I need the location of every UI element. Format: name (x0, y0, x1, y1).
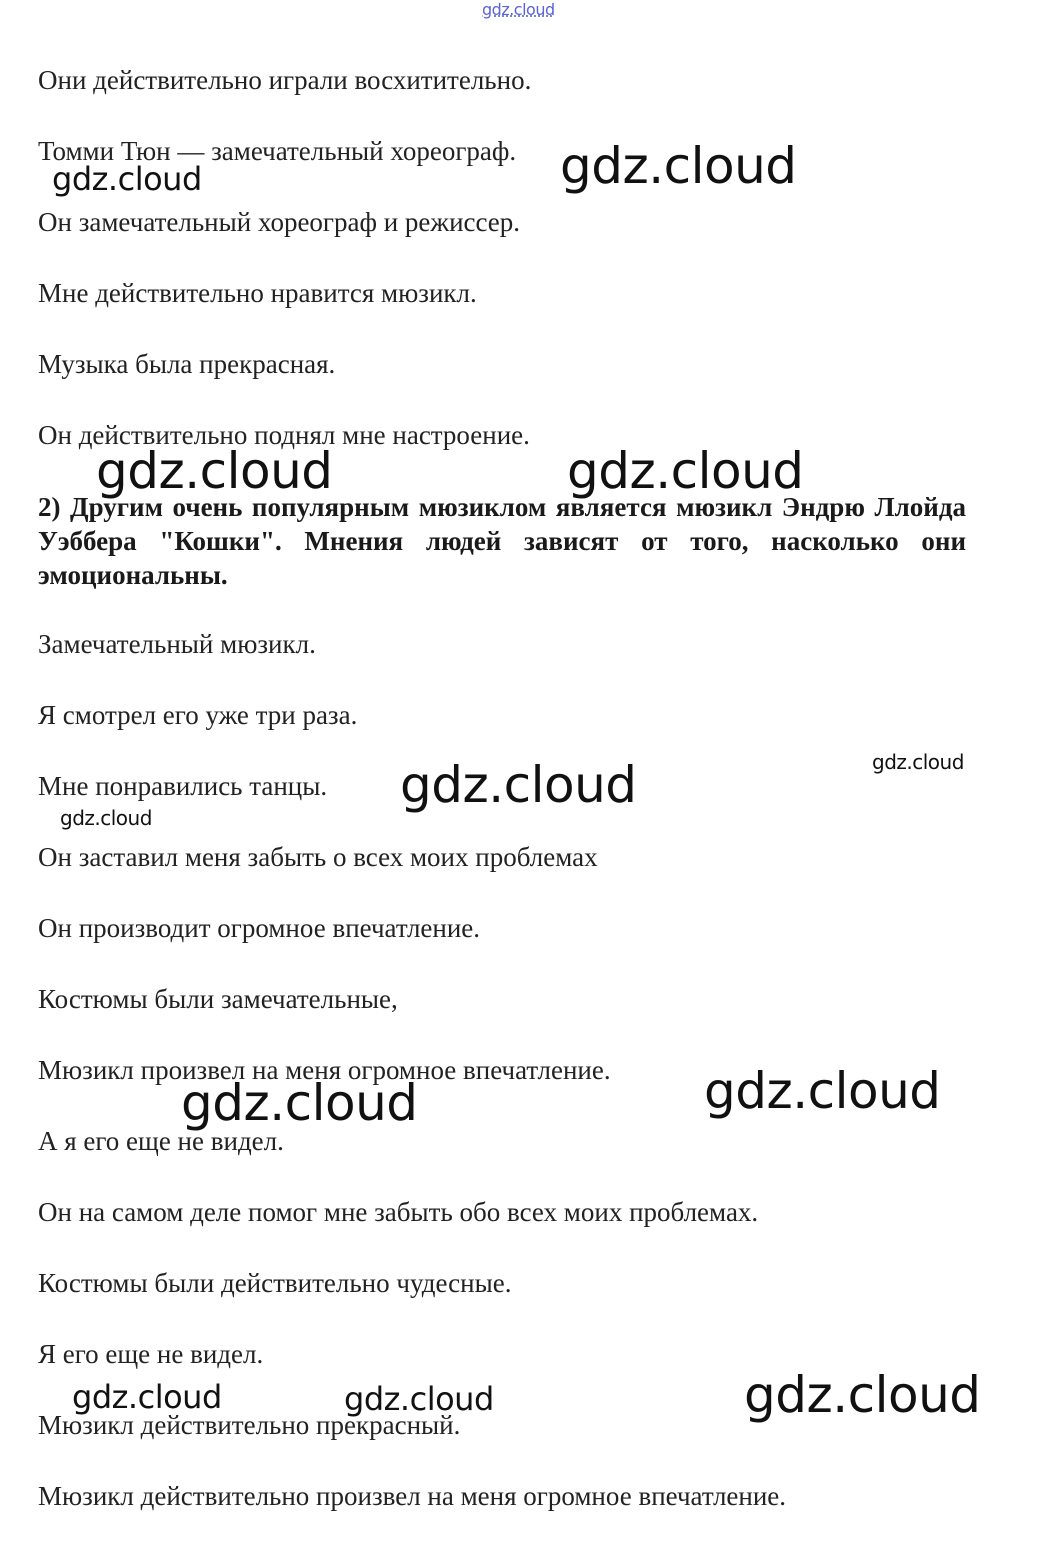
text-line: Мюзикл действительно прекрасный. (38, 1410, 461, 1440)
text-line: Мюзикл действительно произвел на меня огромное впечатление. (38, 1481, 787, 1511)
text-line: Мне понравились танцы. (38, 771, 328, 801)
watermark: gdz.cloud (344, 1380, 494, 1418)
watermark: gdz.cloud (60, 806, 152, 830)
text-line: Томми Тюн — замечательный хореограф. (38, 136, 517, 166)
watermark: gdz.cloud (72, 1378, 222, 1416)
text-line: Он замечательный хореограф и режиссер. (38, 207, 521, 237)
watermark: gdz.cloud (96, 442, 333, 500)
text-line: Я смотрел его уже три раза. (38, 700, 358, 730)
text-line: Мюзикл произвел на меня огромное впечатление. (38, 1055, 611, 1085)
watermark: gdz.cloud (872, 750, 964, 774)
text-line: Замечательный мюзикл. (38, 629, 316, 659)
text-line: Он на самом деле помог мне забыть обо всех моих проблемах. (38, 1197, 759, 1227)
text-line: Я его еще не видел. (38, 1339, 264, 1369)
watermark: gdz.cloud (52, 160, 202, 198)
text-line: Он производит огромное впечатление. (38, 913, 481, 943)
text-line: Он действительно поднял мне настроение. (38, 420, 530, 450)
text-line: Костюмы были действительно чудесные. (38, 1268, 512, 1298)
watermark: gdz.cloud (400, 756, 637, 814)
header-watermark[interactable]: gdz.cloud (482, 0, 555, 19)
watermark: gdz.cloud (567, 442, 804, 500)
text-line: Они действительно играли восхитительно. (38, 65, 532, 95)
text-line: Мне действительно нравится мюзикл. (38, 278, 477, 308)
text-line: А я его еще не видел. (38, 1126, 284, 1156)
watermark: gdz.cloud (704, 1062, 941, 1120)
text-line: Музыка была прекрасная. (38, 349, 336, 379)
text-line: Костюмы были замечательные, (38, 984, 398, 1014)
text-line: Он заставил меня забыть о всех моих проблемах (38, 842, 598, 872)
watermark: gdz.cloud (181, 1074, 418, 1132)
watermark: gdz.cloud (560, 137, 797, 195)
watermark: gdz.cloud (744, 1366, 981, 1424)
section-heading: 2) Другим очень популярным мюзиклом является мюзикл Эндрю Ллойда Уэббера "Кошки". Мнения людей зависят от того, насколько они эмоциональны. (38, 492, 966, 590)
